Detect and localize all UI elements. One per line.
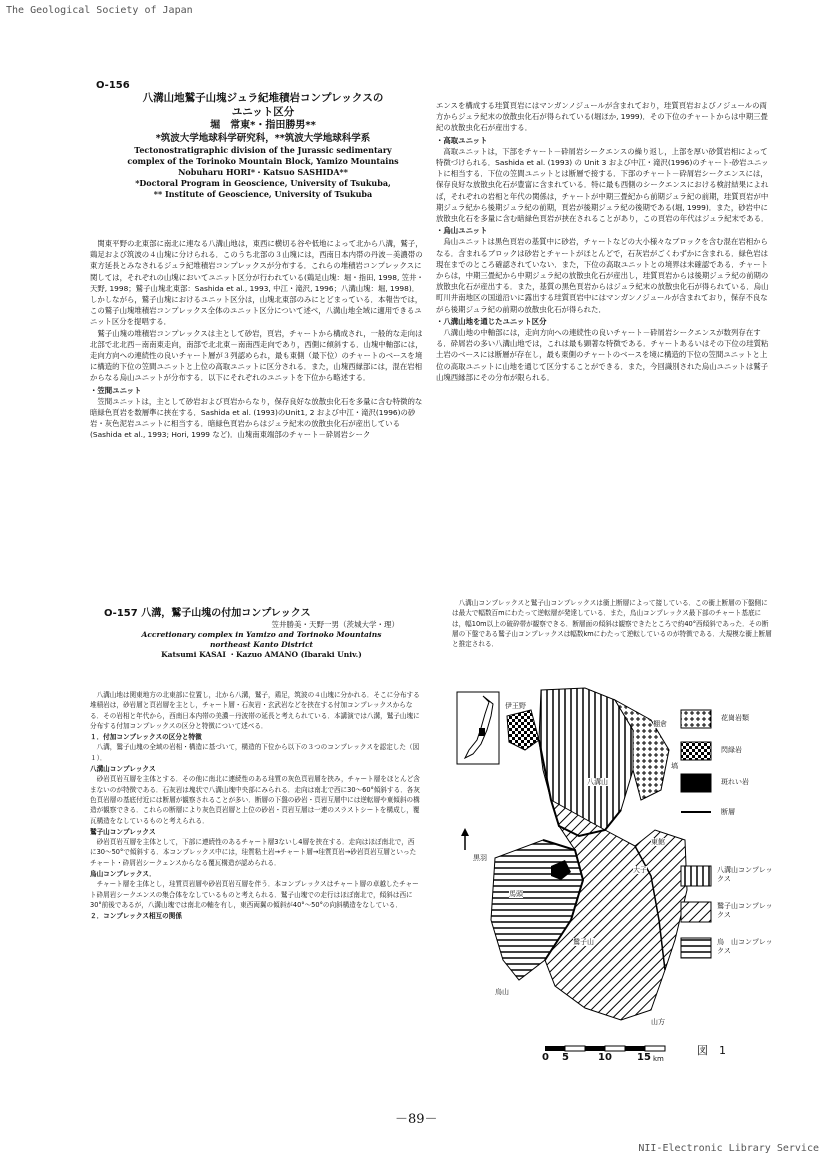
section-heading: ・笠間ユニット [90,385,142,395]
title-jp-line2: ユニット区分 [231,106,295,119]
subsection-heading: 烏山コンプレックス． [90,870,156,879]
paragraph: 関東平野の北東部に南北に連なる八溝山地は，東西に横切る谷や低地によって北から八溝，鷲子，鶏足および筑波の４山塊に分けられる．このうち北部の３山塊には，西南日本内帯の丹波－美濃帯の東方延長とみなされるジュラ紀堆積岩コンプレックスが分布する．これらの堆積岩コンプレックスに関しては，それぞれの山塊においてユニット区分が行われている(鶏足山塊：堀・指田, 1998, 笠井・天野, 1998；鷲子山塊北東部：Sashida et al., 1993, 中江・滝沢, 1996；八溝山塊：堀, 1998)．しかしながら，鷲子山塊におけるユニット区分は，山塊北東部のみにとどまっている．本報告では，この鷲子山塊堆積岩コンプレックス全体のユニット区分について述べ，八溝山地全域に適用できるユニット区分を提唱する． [90,239,424,327]
affiliation-en-line2: ** Institute of Geoscience, University of Tsukuba [153,189,373,200]
scale-bar-seg [605,1046,625,1051]
scale-bar-seg [625,1046,645,1051]
legend-karasuyama-label: 烏 山コンプレックス [717,938,773,955]
scale-tick: 10 [598,1052,612,1063]
scale-bar-seg [645,1046,665,1051]
title-en-line1: Tectonostratigraphic division of the Jurassic sedimentary [134,145,392,156]
title-en-line2: complex of the Torinoko Mountain Block, Yamizo Mountains [127,156,399,167]
scale-tick: 15 [637,1052,651,1063]
paragraph: 八溝山地の中軸部には，走向方向への連続性の良いチャート－砕屑岩シークエンスが数列存在する．砕屑岩の多い八溝山地では，これは最も顕著な特徴である．チャートあるいはその下位の珪質粘土岩のベースには断層が存在し，最も東側のチャートのベースを境に構造的下位の笠間ユニットと上位の高取ユニットに山地を通じて区分することができる．また，今回識別された烏山ユニットは鷲子山塊西縁部にその分布が限られる． [436,328,769,382]
legend-diorite-swatch [681,742,711,760]
paragraph: 八溝山コンプレックスと鷲子山コンプレックスは衝上断層によって接している．この衝上断層の下盤側には最大で幅数百mにわたって逆転層が発達している．また，烏山コンプレックス最下部のチャート基底には，幅10m以上の破砕帯が観察できる．断層面の傾斜は観察できたところで約40°西傾斜であった．その断層の下盤である鷲子山コンプレックスは幅数kmにわたって逆転しているのが特徴である．大規模な衝上断層と推定される． [452,599,772,649]
authors-en: Nobuharu HORI*・Katsuo SASHIDA** [178,167,348,178]
section-heading: ２．コンプレックス相互の関係 [90,912,182,921]
abstract-id: O-156 [96,80,130,91]
section-heading: ・高取ユニット [436,135,488,145]
title-jp-line1: 八溝山地鷲子山塊ジュラ紀堆積岩コンプレックスの [142,92,384,105]
subsection-heading: 鷲子山コンプレックス [90,827,156,836]
legend-diorite-label: 閃緑岩 [721,746,742,754]
affiliation-en-line1: *Doctoral Program in Geoscience, University of Tsukuba, [135,178,391,189]
inset-area-marker [479,728,485,736]
service-footer: NII-Electronic Library Service [638,1143,819,1154]
o157-right-body [452,598,774,649]
paragraph: 高取ユニットは，下部をチャート－砕屑岩シークエンスの繰り返し，上部を厚い砂質岩相によって特徴づけられる．Sashida et al. (1993) の Unit 3 および中江・滝沢(1996)のチャート-砂岩ユニットに相当する．下位の笠間ユニットとは断層で接する．下部のチャート－砕屑岩シークエンスには，保存良好な放散虫化石が豊富に含まれている．特に最も西側のシークエンスにおける検討結果によれば，それぞれの岩相と年代の関係は，チャートが中期三畳紀から前期ジュラ紀の前期，珪質頁岩が中期ジュラ紀から後期ジュラ紀の前期，頁岩が後期ジュラ紀の後期である(堀, 1999)．また，砂岩中に放散虫化石を多量に含む暗緑色頁岩が挟在されることがあり，この頁岩の年代はジュラ紀末である． [436,146,769,224]
society-header: The Geological Society of Japan [6,5,193,16]
paragraph: 砂岩頁岩互層を主体とする．その他に南北に連続性のある珪質の灰色頁岩層を挟み，チャート層をほとんど含まないのが特徴である．石灰岩は塊状で八溝山塊中央部にみられる．走向は南北で西に30～60°傾斜する．各灰色頁岩層の基底付近には断層が観察されることが多い．断層の下盤の砂岩・頁岩互層中には逆転層や東傾斜の構造が観察できる．これらの断層により灰色頁岩層と上位の砂岩・頁岩互層は一連のスラストシートを構成し，覆瓦構造をなしているものと考えられる． [90,775,420,825]
section-heading: １．付加コンプレックスの区分と特徴 [90,733,202,742]
paragraph: 八溝山地は関東地方の北東部に位置し，北から八溝，鷲子，鶏足，筑波の４山塊に分かれる．そこに分布する堆積岩は，砂岩層と頁岩層を主とし，チャート層・石灰岩・玄武岩などを挟在する付加コンプレックスからなる．その岩相と年代から，西南日本内帯の美濃－丹波帯の延長と考えられている．本講演では八溝，鷲子山塊に分布する付加コンプレックスの区分と特徴について述べる． [90,691,420,730]
affiliation-jp: *筑波大学地球科学研究科，**筑波大学地球科学系 [155,133,371,145]
subsection-heading: 八溝山コンプレックス [90,765,156,774]
place-yamizosan: 八溝山 [587,778,608,786]
title-en-line1: Accretionary complex in Yamizo and Torinoko Mountains [141,630,382,640]
legend-fault-label: 断層 [721,808,735,816]
legend-gabbro-swatch [681,774,711,792]
o156-header [96,80,430,200]
north-arrow-head [461,828,469,836]
place-baton: 馬頭 [509,890,523,898]
scale-bar-seg [545,1046,565,1051]
authors-jp: 堀 常東*・指田勝男** [210,120,316,132]
place-hanawa: 塙 [671,762,678,770]
o157-header [104,608,419,660]
place-hokonoki: 棚倉 [653,720,667,728]
section-heading: ・烏山ユニット [436,226,488,236]
legend-yamizo-swatch [681,866,711,886]
scale-tick: 5 [562,1052,569,1063]
place-izura: 伊王野 [505,702,526,710]
legend-granite-label: 花崗岩類 [721,714,749,722]
authors-jp: 笠井勝美・天野一男（茨城大学・理） [271,620,399,630]
paragraph: 烏山ユニットは黒色頁岩の基質中に砂岩，チャートなどの大小様々なブロックを含む混在岩相からなる．含まれるブロックは砂岩とチャートがほとんどで，石灰岩がごくわずかに含まれる．緑色岩は現在までのところ確認されていない．また，下位の高取ユニットとの境界は未確認である．チャートからは，中期三畳紀から中期ジュラ紀の放散虫化石が産出し，珪質頁岩からは後期ジュラ紀の前期の放散虫化石が産出する．また，基質の黒色頁岩からはジュラ紀末の放散虫化石が得られている．烏山町川井南地区の国道沿いに露出する珪質頁岩中にはマンガンノジュールが含まれており，保存不良ながら後期ジュラ紀の前期の放散虫化石が得られた． [436,237,769,314]
paragraph: 八溝，鷲子山塊の全域の岩相・構造に基づいて，構造的下位から以下の３つのコンプレックスを認定した（図１）． [90,743,420,762]
place-yamagata: 山方 [651,1018,665,1026]
figure-caption: 図 1 [697,1044,726,1057]
place-tougane: 東館 [651,838,665,846]
diorite-area [507,710,539,750]
place-torinokosan: 鷲子山 [573,938,594,946]
scale-bar-seg [565,1046,585,1051]
o156-right-body [436,100,770,383]
legend-torinoko-swatch [681,902,711,922]
figure-1 [455,680,785,1085]
inset-frame [457,692,499,764]
authors-en: Katsumi KASAI ・Kazuo AMANO (Ibaraki Univ.) [161,650,362,660]
o157-left-body [90,690,420,922]
paragraph: 笠間ユニットは，主として砂岩および頁岩からなり，保存良好な放散虫化石を多量に含む特徴的な暗緑色頁岩を数層準に挟在する．Sashida et al. (1993)のUnit1, 2 および中江・滝沢(1996)の砂岩・灰色泥岩ユニットに相当する．暗緑色頁岩からはジュラ紀末の放散虫化石が産出している(Sashida et al., 1993; Hori, 1999 など)．山塊南東端部のチャート－砕屑岩シーク [90,396,423,440]
paragraph: 鷲子山塊の堆積岩コンプレックスは主として砂岩，頁岩，チャートから構成され，一般的な走向は北部で北北西－南南東走向，南部で北北東－南南西走向であり，西側に傾斜する．山塊中軸部には，走向方向への連続性の良いチャート層が３列認められ，最も東側（最下位）のチャートのベースを境に構造的下位の笠間ユニットと上位の高取ユニットに区分される．また，山塊西縁部には，混在岩相からなる烏山ユニットが分布する．以下にそれぞれのユニットを下位から略述する． [90,328,423,383]
o156-left-body [90,238,424,441]
scale-tick: 0 [542,1052,549,1063]
scale-unit: km [653,1055,664,1063]
place-daigo: 大子 [633,866,647,874]
legend-karasuyama-swatch [681,938,711,958]
legend-yamizo-label: 八溝山コンプレックス [717,866,773,883]
section-heading: ・八溝山地を通じたユニット区分 [436,316,547,326]
scale-bar-seg [585,1046,605,1051]
abstract-title: O-157 八溝，鷲子山塊の付加コンプレックス [104,608,311,619]
place-karasuyama: 烏山 [495,988,509,996]
place-kurobane: 黒羽 [473,854,487,862]
legend-granite-swatch [681,710,711,728]
paragraph: 砂岩頁岩互層を主体として，下部に連続性のあるチャート層3ないし4層を挟在する．走向はほぼ南北で，西に30～50°で傾斜する．本コンプレックス中には，珪質粘土岩→チャート層→珪質頁岩→砂岩頁岩互層といったチャート・砕屑岩シークェンスからなる覆瓦構造が認められる． [90,838,417,867]
paragraph: チャート層を主体とし，珪質頁岩層や砂岩頁岩互層を伴う．本コンプレックスはチャート層の卓越したチャート砕屑岩シークエンスの集合体をなしているものと考えられる．鷲子山塊での走行はほぼ南北で，傾斜は西に30°前後であるが，八溝山塊では南北の軸を有し，東西両翼の傾斜が40°～50°の向斜構造をなしている． [90,880,419,909]
legend-torinoko-label: 鷲子山コンプレックス [717,902,773,919]
legend-gabbro-label: 斑れい岩 [721,778,749,786]
title-en-line2: northeast Kanto District [209,640,314,650]
paragraph: エンスを構成する珪質頁岩にはマンガンノジュールが含まれており，珪質頁岩およびノジュールの両方からジュラ紀末の放散虫化石が得られている(堀ほか, 1999)．その下位のチャートからは中期三畳紀の放散虫化石が産出する． [436,101,768,133]
page-number: －89－ [395,1112,438,1127]
